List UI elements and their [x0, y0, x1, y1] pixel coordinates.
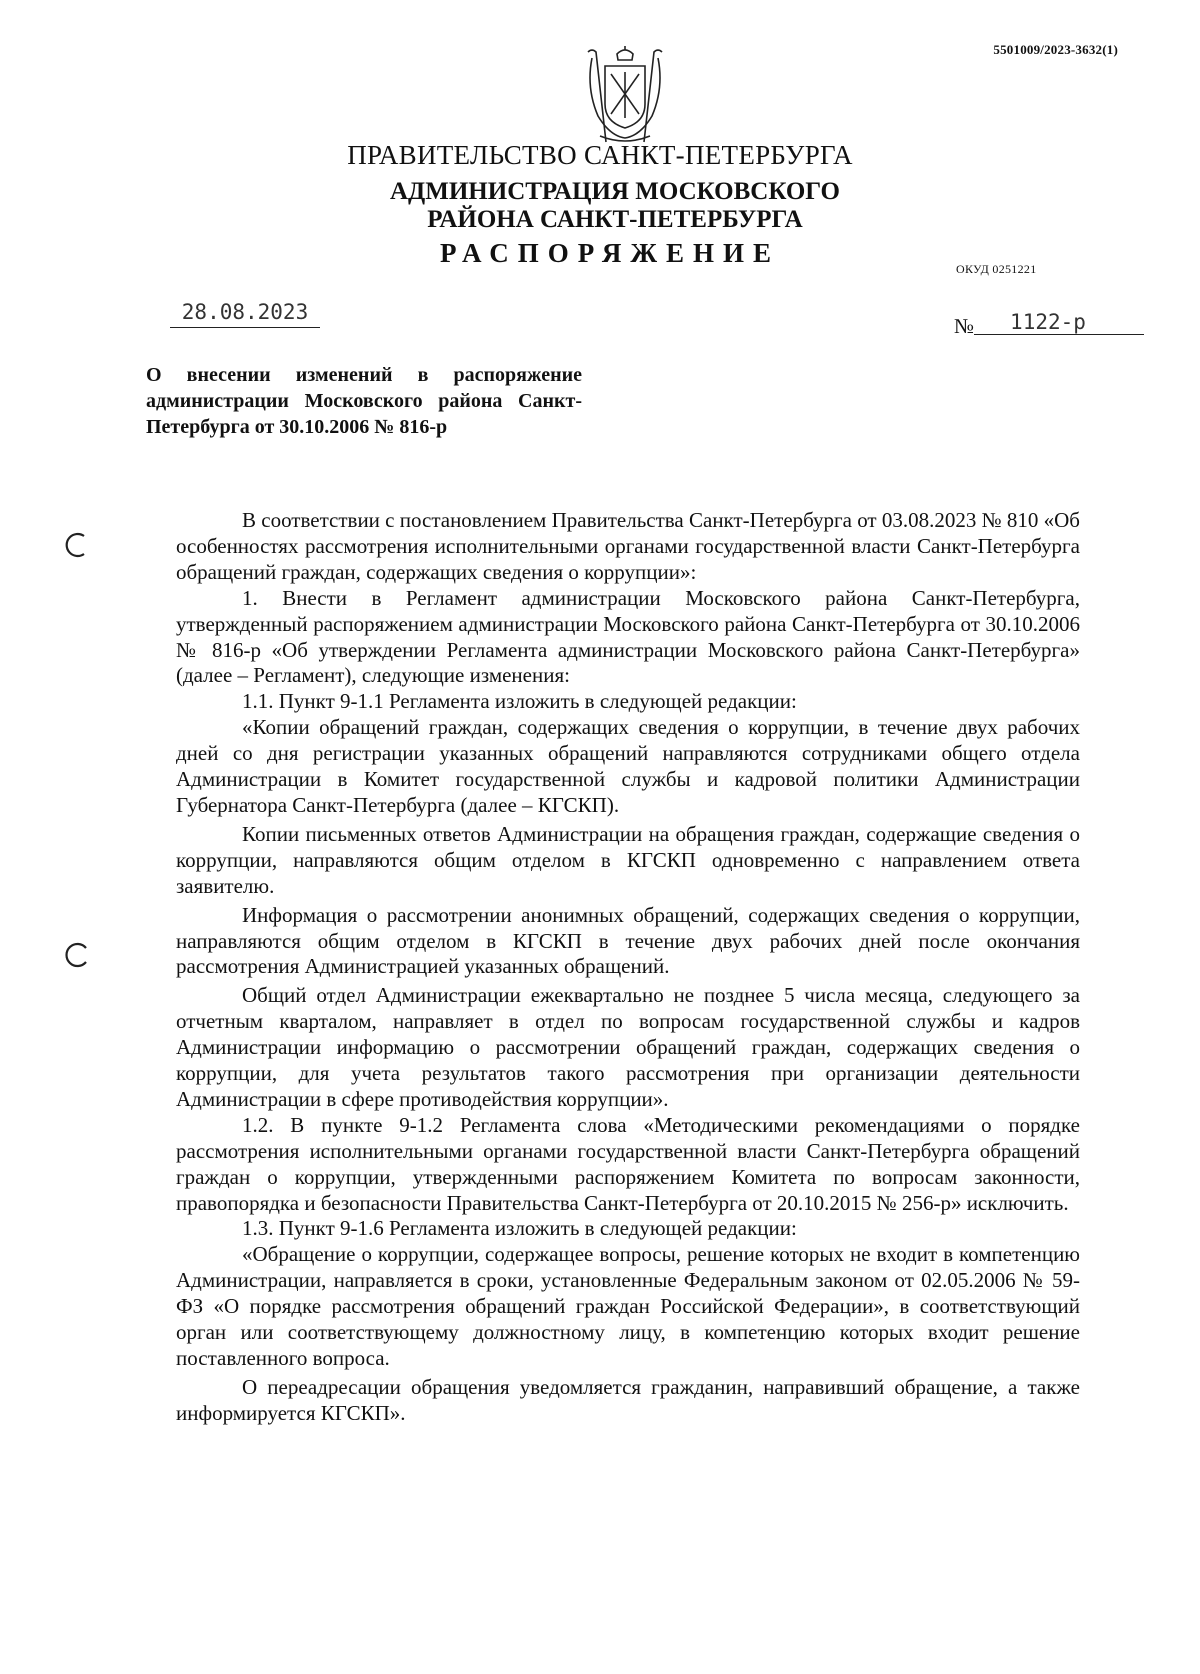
document-date: 28.08.2023	[170, 300, 320, 328]
administration-title-line-2: РАЙОНА САНКТ-ПЕТЕРБУРГА	[427, 206, 803, 233]
document-number: 1122-р	[974, 310, 1144, 335]
paragraph: «Обращение о коррупции, содержащее вопросы, решение которых не входит в компетенцию Администрации, направляется в сроки, установленные Федеральным законом от 02.05.2006 № 59-ФЗ «О порядке рассмотрения обращений граждан Российской Федерации», в соответствующий орган или соответствующему должностному лицу, в компетенцию которых входит решение поставленного вопроса.	[176, 1242, 1080, 1370]
paragraph: В соответствии с постановлением Правительства Санкт-Петербурга от 03.08.2023 № 810 «Об особенностях рассмотрения исполнительными органами государственной власти Санкт-Петербурга обращений граждан, содержащих сведения о коррупции»:	[176, 508, 1080, 584]
document-type-title: РАСПОРЯЖЕНИЕ	[440, 238, 781, 268]
number-sign: №	[954, 314, 975, 338]
paragraph: 1.3. Пункт 9-1.6 Регламента изложить в следующей редакции:	[242, 1216, 797, 1241]
paragraph: Информация о рассмотрении анонимных обращений, содержащих сведения о коррупции, направляются общим отделом в КГСКП в течение двух рабочих дней после окончания рассмотрения Администрацией указанных обращений.	[176, 902, 1080, 979]
administration-title	[0, 178, 1200, 234]
paragraph: «Копии обращений граждан, содержащих сведения о коррупции, в течение двух рабочих дней со дня регистрации указанных обращений направляются сотрудниками общего отдела Администрации в Комитет государственной службы и кадровой политики Администрации Губернатора Санкт-Петербурга (далее – КГСКП).	[176, 715, 1080, 817]
paragraph: 1.2. В пункте 9-1.2 Регламента слова «Методическими рекомендациями о порядке рассмотрения исполнительными органами государственной власти Санкт-Петербурга обращений граждан о коррупции, утвержденными распоряжением Комитета по вопросам законности, правопорядка и безопасности Правительства Санкт-Петербурга от 20.10.2015 № 256-р» исключить.	[176, 1112, 1080, 1215]
okud-code: ОКУД 0251221	[956, 262, 1037, 276]
document-subject: О внесении изменений в распоряжение администрации Московского района Санкт-Петербурга от 30.10.2006 № 816-р	[146, 364, 582, 438]
paragraph: О переадресации обращения уведомляется гражданин, направивший обращение, а также информируется КГСКП».	[176, 1374, 1080, 1425]
registration-number: 5501009/2023-3632(1)	[993, 42, 1118, 57]
paragraph: Общий отдел Администрации ежеквартально не позднее 5 числа месяца, следующего за отчетным кварталом, направляет в отдел по вопросам государственной службы и кадров Администрации информацию о рассмотрении обращений граждан, содержащих сведения о коррупции, для учета результатов такого рассмотрения при организации деятельности Администрации в сфере противодействия коррупции».	[176, 983, 1080, 1111]
document-number-field	[954, 310, 1144, 339]
punch-hole-icon	[62, 940, 92, 970]
paragraph: 1.1. Пункт 9-1.1 Регламента изложить в следующей редакции:	[242, 689, 797, 714]
coat-of-arms-icon	[580, 44, 670, 144]
punch-hole-icon	[62, 530, 92, 560]
paragraph: 1. Внести в Регламент администрации Московского района Санкт-Петербурга, утвержденный распоряжением администрации Московского района Санкт-Петербурга от 30.10.2006 № 816-р «Об утверждении Регламента администрации Московского района Санкт-Петербурга» (далее – Регламент), следующие изменения:	[176, 585, 1080, 688]
document-body	[176, 508, 1080, 1427]
government-title: ПРАВИТЕЛЬСТВО САНКТ-ПЕТЕРБУРГА	[347, 140, 853, 170]
paragraph: Копии письменных ответов Администрации на обращения граждан, содержащие сведения о коррупции, направляются общим отделом в КГСКП одновременно с направлением ответа заявителю.	[176, 821, 1080, 898]
administration-title-line-1: АДМИНИСТРАЦИЯ МОСКОВСКОГО	[390, 178, 840, 205]
